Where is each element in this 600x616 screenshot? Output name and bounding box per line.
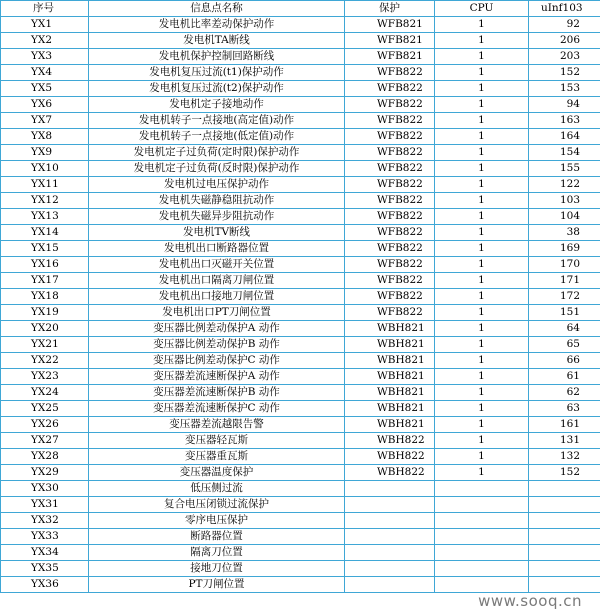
cell-name: 发电机失磁异步阻抗动作 xyxy=(89,209,345,225)
cell-name: PT刀闸位置 xyxy=(89,577,345,593)
table-row xyxy=(1,561,600,577)
table-row xyxy=(1,81,600,97)
table-row xyxy=(1,449,600,465)
cell-id: YX28 xyxy=(1,449,89,465)
cell-cpu: 1 xyxy=(435,289,529,305)
cell-id: YX30 xyxy=(1,481,89,497)
table-row xyxy=(1,417,600,433)
cell-uinf xyxy=(529,513,600,529)
cell-name: 接地刀位置 xyxy=(89,561,345,577)
cell-id: YX26 xyxy=(1,417,89,433)
table-row xyxy=(1,145,600,161)
table-row xyxy=(1,305,600,321)
cell-protection: WBH821 xyxy=(345,385,435,401)
cell-cpu xyxy=(435,561,529,577)
cell-name: 隔离刀位置 xyxy=(89,545,345,561)
cell-name: 发电机出口接地刀闸位置 xyxy=(89,289,345,305)
table-row xyxy=(1,65,600,81)
cell-cpu: 1 xyxy=(435,49,529,65)
cell-protection: WFB822 xyxy=(345,161,435,177)
table-row xyxy=(1,321,600,337)
cell-uinf: 131 xyxy=(529,433,600,449)
cell-id: YX19 xyxy=(1,305,89,321)
cell-uinf: 153 xyxy=(529,81,600,97)
table-row xyxy=(1,465,600,481)
cell-cpu: 1 xyxy=(435,257,529,273)
cell-uinf: 63 xyxy=(529,401,600,417)
table-row xyxy=(1,241,600,257)
cell-uinf: 66 xyxy=(529,353,600,369)
cell-cpu: 1 xyxy=(435,33,529,49)
cell-id: YX34 xyxy=(1,545,89,561)
cell-cpu xyxy=(435,545,529,561)
cell-protection xyxy=(345,513,435,529)
cell-cpu xyxy=(435,513,529,529)
cell-name: 零序电压保护 xyxy=(89,513,345,529)
cell-protection: WFB822 xyxy=(345,225,435,241)
cell-protection: WFB822 xyxy=(345,289,435,305)
cell-name: 发电机复压过流(t1)保护动作 xyxy=(89,65,345,81)
cell-cpu: 1 xyxy=(435,193,529,209)
cell-cpu: 1 xyxy=(435,65,529,81)
cell-uinf: 206 xyxy=(529,33,600,49)
cell-protection: WFB822 xyxy=(345,257,435,273)
cell-protection: WBH822 xyxy=(345,465,435,481)
cell-protection: WFB821 xyxy=(345,49,435,65)
cell-cpu: 1 xyxy=(435,97,529,113)
cell-name: 发电机保护控制回路断线 xyxy=(89,49,345,65)
cell-id: YX7 xyxy=(1,113,89,129)
cell-uinf: 61 xyxy=(529,369,600,385)
cell-id: YX6 xyxy=(1,97,89,113)
cell-id: YX17 xyxy=(1,273,89,289)
cell-id: YX27 xyxy=(1,433,89,449)
table-row xyxy=(1,209,600,225)
cell-uinf: 122 xyxy=(529,177,600,193)
cell-cpu xyxy=(435,497,529,513)
table-row xyxy=(1,353,600,369)
cell-name: 复合电压闭锁过流保护 xyxy=(89,497,345,513)
table-row xyxy=(1,33,600,49)
cell-uinf xyxy=(529,529,600,545)
table-row xyxy=(1,225,600,241)
table-row xyxy=(1,513,600,529)
table-row xyxy=(1,273,600,289)
cell-uinf: 64 xyxy=(529,321,600,337)
cell-cpu: 1 xyxy=(435,81,529,97)
cell-id: YX8 xyxy=(1,129,89,145)
cell-cpu xyxy=(435,529,529,545)
cell-uinf: 172 xyxy=(529,289,600,305)
cell-protection: WFB821 xyxy=(345,17,435,33)
cell-name: 发电机TV断线 xyxy=(89,225,345,241)
cell-protection xyxy=(345,497,435,513)
cell-protection: WFB822 xyxy=(345,177,435,193)
cell-name: 变压器比例差动保护C 动作 xyxy=(89,353,345,369)
cell-uinf: 62 xyxy=(529,385,600,401)
cell-uinf: 169 xyxy=(529,241,600,257)
cell-id: YX32 xyxy=(1,513,89,529)
cell-name: 发电机出口隔离刀闸位置 xyxy=(89,273,345,289)
cell-protection: WFB822 xyxy=(345,129,435,145)
cell-cpu: 1 xyxy=(435,241,529,257)
cell-id: YX12 xyxy=(1,193,89,209)
cell-uinf xyxy=(529,481,600,497)
cell-uinf xyxy=(529,561,600,577)
cell-protection: WFB822 xyxy=(345,97,435,113)
cell-name: 发电机比率差动保护动作 xyxy=(89,17,345,33)
cell-cpu: 1 xyxy=(435,129,529,145)
cell-protection xyxy=(345,577,435,593)
cell-protection: WFB822 xyxy=(345,65,435,81)
cell-uinf: 163 xyxy=(529,113,600,129)
cell-id: YX24 xyxy=(1,385,89,401)
cell-cpu: 1 xyxy=(435,225,529,241)
table-row xyxy=(1,17,600,33)
cell-uinf: 152 xyxy=(529,65,600,81)
cell-name: 发电机出口灭磁开关位置 xyxy=(89,257,345,273)
cell-cpu: 1 xyxy=(435,449,529,465)
cell-id: YX18 xyxy=(1,289,89,305)
cell-id: YX3 xyxy=(1,49,89,65)
header-row xyxy=(1,1,600,17)
cell-name: 断路器位置 xyxy=(89,529,345,545)
cell-protection: WBH822 xyxy=(345,433,435,449)
header-cpu: CPU xyxy=(435,1,529,17)
cell-protection xyxy=(345,529,435,545)
cell-name: 发电机出口断路器位置 xyxy=(89,241,345,257)
cell-name: 变压器温度保护 xyxy=(89,465,345,481)
cell-protection: WBH821 xyxy=(345,321,435,337)
table-row xyxy=(1,401,600,417)
cell-cpu: 1 xyxy=(435,177,529,193)
cell-uinf: 170 xyxy=(529,257,600,273)
table-row xyxy=(1,289,600,305)
cell-id: YX22 xyxy=(1,353,89,369)
cell-protection xyxy=(345,481,435,497)
table-row xyxy=(1,577,600,593)
cell-uinf: 161 xyxy=(529,417,600,433)
table-row xyxy=(1,545,600,561)
cell-name: 变压器比例差动保护A 动作 xyxy=(89,321,345,337)
cell-id: YX16 xyxy=(1,257,89,273)
table-row xyxy=(1,97,600,113)
cell-cpu: 1 xyxy=(435,113,529,129)
cell-cpu: 1 xyxy=(435,273,529,289)
table-row xyxy=(1,481,600,497)
cell-cpu: 1 xyxy=(435,337,529,353)
table-row xyxy=(1,129,600,145)
cell-name: 发电机复压过流(t2)保护动作 xyxy=(89,81,345,97)
cell-cpu: 1 xyxy=(435,161,529,177)
cell-name: 发电机转子一点接地(高定值)动作 xyxy=(89,113,345,129)
watermark-text: www.sooq.cn xyxy=(478,592,582,610)
cell-id: YX11 xyxy=(1,177,89,193)
cell-cpu: 1 xyxy=(435,17,529,33)
table-row xyxy=(1,369,600,385)
cell-name: 变压器差流速断保护A 动作 xyxy=(89,369,345,385)
cell-uinf xyxy=(529,545,600,561)
cell-id: YX23 xyxy=(1,369,89,385)
cell-protection: WBH821 xyxy=(345,417,435,433)
cell-cpu: 1 xyxy=(435,305,529,321)
cell-name: 发电机过电压保护动作 xyxy=(89,177,345,193)
cell-id: YX33 xyxy=(1,529,89,545)
cell-uinf: 94 xyxy=(529,97,600,113)
cell-id: YX2 xyxy=(1,33,89,49)
cell-name: 发电机TA断线 xyxy=(89,33,345,49)
header-id: 序号 xyxy=(1,1,89,17)
cell-uinf xyxy=(529,497,600,513)
cell-uinf: 154 xyxy=(529,145,600,161)
cell-uinf: 155 xyxy=(529,161,600,177)
cell-protection: WFB822 xyxy=(345,113,435,129)
cell-uinf: 38 xyxy=(529,225,600,241)
cell-cpu: 1 xyxy=(435,433,529,449)
table-row xyxy=(1,497,600,513)
cell-cpu: 1 xyxy=(435,401,529,417)
cell-id: YX9 xyxy=(1,145,89,161)
cell-id: YX20 xyxy=(1,321,89,337)
cell-uinf: 132 xyxy=(529,449,600,465)
header-protection: 保护 xyxy=(345,1,435,17)
cell-id: YX21 xyxy=(1,337,89,353)
cell-cpu: 1 xyxy=(435,145,529,161)
cell-uinf: 164 xyxy=(529,129,600,145)
cell-cpu: 1 xyxy=(435,209,529,225)
cell-protection: WBH821 xyxy=(345,369,435,385)
cell-cpu: 1 xyxy=(435,369,529,385)
cell-protection: WFB822 xyxy=(345,241,435,257)
cell-name: 发电机失磁静稳阻抗动作 xyxy=(89,193,345,209)
cell-uinf: 92 xyxy=(529,17,600,33)
cell-id: YX14 xyxy=(1,225,89,241)
cell-name: 发电机出口PT刀闸位置 xyxy=(89,305,345,321)
cell-name: 变压器差流速断保护C 动作 xyxy=(89,401,345,417)
cell-id: YX31 xyxy=(1,497,89,513)
cell-uinf: 203 xyxy=(529,49,600,65)
cell-uinf: 65 xyxy=(529,337,600,353)
table-row xyxy=(1,193,600,209)
table-row xyxy=(1,433,600,449)
cell-name: 变压器差流越限告警 xyxy=(89,417,345,433)
table-row xyxy=(1,337,600,353)
cell-protection: WFB822 xyxy=(345,305,435,321)
cell-protection: WFB822 xyxy=(345,209,435,225)
cell-uinf xyxy=(529,577,600,593)
cell-id: YX13 xyxy=(1,209,89,225)
cell-protection: WBH821 xyxy=(345,337,435,353)
cell-cpu: 1 xyxy=(435,417,529,433)
cell-protection: WBH822 xyxy=(345,449,435,465)
cell-uinf: 103 xyxy=(529,193,600,209)
cell-cpu: 1 xyxy=(435,385,529,401)
cell-cpu xyxy=(435,481,529,497)
cell-cpu: 1 xyxy=(435,321,529,337)
cell-id: YX4 xyxy=(1,65,89,81)
cell-uinf: 152 xyxy=(529,465,600,481)
cell-id: YX10 xyxy=(1,161,89,177)
cell-cpu: 1 xyxy=(435,465,529,481)
table-row xyxy=(1,529,600,545)
cell-id: YX36 xyxy=(1,577,89,593)
cell-protection: WBH821 xyxy=(345,353,435,369)
cell-protection: WFB822 xyxy=(345,193,435,209)
cell-protection: WBH821 xyxy=(345,401,435,417)
table-row xyxy=(1,385,600,401)
cell-cpu: 1 xyxy=(435,353,529,369)
table-row xyxy=(1,177,600,193)
cell-uinf: 104 xyxy=(529,209,600,225)
cell-id: YX15 xyxy=(1,241,89,257)
cell-name: 发电机转子一点接地(低定值)动作 xyxy=(89,129,345,145)
header-uinf: uInf103 xyxy=(529,1,600,17)
cell-name: 变压器比例差动保护B 动作 xyxy=(89,337,345,353)
cell-protection: WFB822 xyxy=(345,81,435,97)
cell-uinf: 171 xyxy=(529,273,600,289)
cell-id: YX25 xyxy=(1,401,89,417)
cell-name: 发电机定子过负荷(定时限)保护动作 xyxy=(89,145,345,161)
cell-id: YX1 xyxy=(1,17,89,33)
cell-id: YX5 xyxy=(1,81,89,97)
cell-protection: WFB821 xyxy=(345,33,435,49)
table-row xyxy=(1,161,600,177)
cell-id: YX29 xyxy=(1,465,89,481)
cell-name: 发电机定子过负荷(反时限)保护动作 xyxy=(89,161,345,177)
cell-protection: WFB822 xyxy=(345,145,435,161)
cell-cpu xyxy=(435,577,529,593)
cell-name: 变压器轻瓦斯 xyxy=(89,433,345,449)
cell-protection xyxy=(345,561,435,577)
cell-name: 变压器重瓦斯 xyxy=(89,449,345,465)
cell-protection xyxy=(345,545,435,561)
cell-id: YX35 xyxy=(1,561,89,577)
table-row xyxy=(1,113,600,129)
table-row xyxy=(1,257,600,273)
cell-name: 低压侧过流 xyxy=(89,481,345,497)
cell-name: 发电机定子接地动作 xyxy=(89,97,345,113)
header-name: 信息点名称 xyxy=(89,1,345,17)
cell-uinf: 151 xyxy=(529,305,600,321)
cell-name: 变压器差流速断保护B 动作 xyxy=(89,385,345,401)
table-row xyxy=(1,49,600,65)
cell-protection: WFB822 xyxy=(345,273,435,289)
